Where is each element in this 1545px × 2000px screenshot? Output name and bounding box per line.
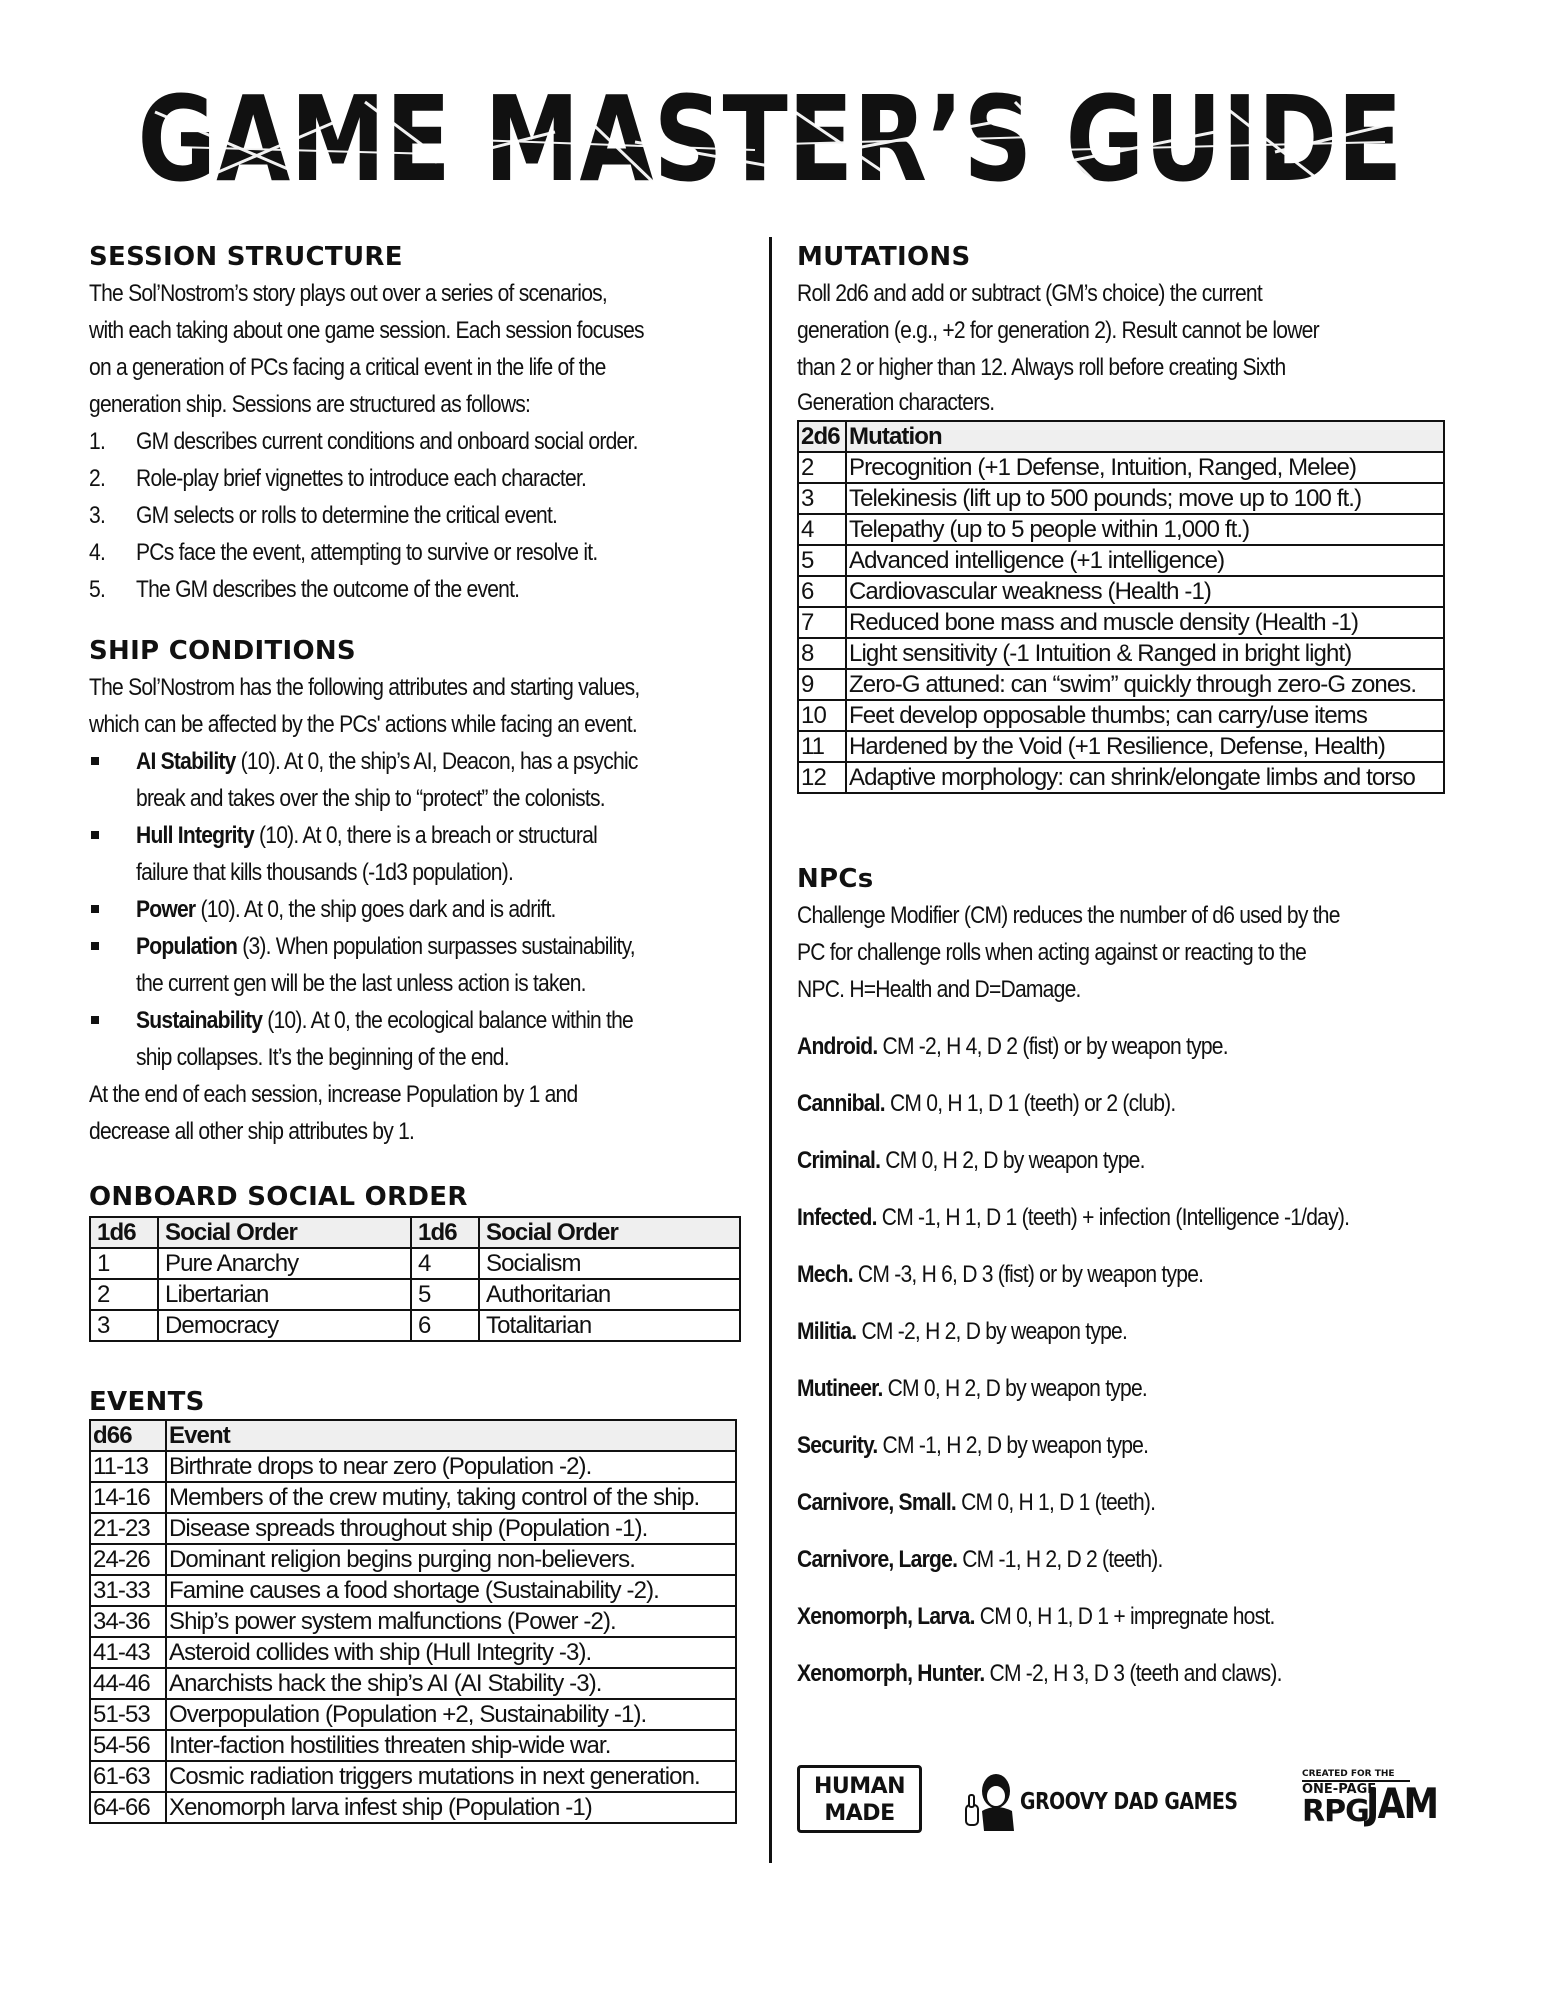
column-header: 1d6	[411, 1217, 479, 1248]
attribute-text: break and takes over the ship to “protect” the colonists.	[136, 785, 605, 812]
table-cell: 2	[798, 452, 846, 483]
table-cell: Cosmic radiation triggers mutations in next generation.	[166, 1761, 736, 1792]
npc-name: Infected.	[797, 1204, 877, 1231]
mutations-table	[797, 420, 1445, 794]
npc-stats: CM 0, H 1, D 1 + impregnate host.	[974, 1603, 1275, 1630]
table-cell: 44-46	[90, 1668, 166, 1699]
table-row	[90, 1310, 740, 1341]
table-cell: Ship’s power system malfunctions (Power -2).	[166, 1606, 736, 1637]
table-cell: Zero-G attuned: can “swim” quickly through zero-G zones.	[846, 669, 1444, 700]
table-cell: 41-43	[90, 1637, 166, 1668]
list-item-sustainability	[89, 1002, 741, 1076]
attribute-text: failure that kills thousands (-1d3 population).	[136, 859, 514, 886]
list-item-ai-stability	[89, 743, 741, 817]
npc-entry	[797, 1256, 1447, 1293]
paragraph-line: generation (e.g., +2 for generation 2). Result cannot be lower	[797, 317, 1319, 344]
npc-stats: CM -2, H 3, D 3 (teeth and claws).	[984, 1660, 1282, 1687]
table-cell: Telepathy (up to 5 people within 1,000 ft.)	[846, 514, 1444, 545]
mutations-section	[797, 240, 1447, 794]
column-header: 2d6	[798, 421, 846, 452]
table-row	[798, 638, 1444, 669]
npc-name: Carnivore, Small.	[797, 1489, 956, 1516]
table-row	[90, 1792, 736, 1823]
table-row	[798, 669, 1444, 700]
table-cell: Democracy	[158, 1310, 411, 1341]
paragraph-line: NPC. H=Health and D=Damage.	[797, 976, 1081, 1003]
npc-name: Militia.	[797, 1318, 857, 1345]
table-cell: Advanced intelligence (+1 intelligence)	[846, 545, 1444, 576]
paragraph-line: decrease all other ship attributes by 1.	[89, 1118, 415, 1145]
npc-stats: CM -2, H 4, D 2 (fist) or by weapon type.	[877, 1033, 1228, 1060]
npc-name: Mech.	[797, 1261, 853, 1288]
paragraph-line: Generation characters.	[797, 389, 995, 416]
table-cell: Light sensitivity (-1 Intuition & Ranged in bright light)	[846, 638, 1444, 669]
table-cell: Reduced bone mass and muscle density (Health -1)	[846, 607, 1444, 638]
list-item-population	[89, 928, 741, 1002]
npc-name: Security.	[797, 1432, 878, 1459]
table-cell: 14-16	[90, 1482, 166, 1513]
table-cell: Xenomorph larva infest ship (Population -1)	[166, 1792, 736, 1823]
table-cell: 4	[411, 1248, 479, 1279]
attribute-text: ship collapses. It’s the beginning of the end.	[136, 1044, 509, 1071]
npc-entry	[797, 1085, 1447, 1122]
attribute-text: (10). At 0, the ship’s AI, Deacon, has a psychic	[235, 748, 638, 775]
step-text: GM selects or rolls to determine the critical event.	[136, 502, 558, 529]
one-page-rpg-jam-logo	[1302, 1769, 1447, 1839]
paragraph-line: which can be affected by the PCs' actions while facing an event.	[89, 711, 637, 738]
table-cell: Cardiovascular weakness (Health -1)	[846, 576, 1444, 607]
section-heading: ONBOARD SOCIAL ORDER	[89, 1182, 468, 1212]
groovy-dad-mascot-icon	[962, 1771, 1022, 1833]
section-heading: MUTATIONS	[797, 242, 971, 272]
social-order-section	[89, 1180, 741, 1342]
table-cell: 7	[798, 607, 846, 638]
logo-text: HUMAN	[813, 1774, 906, 1799]
attribute-name: Sustainability	[136, 1007, 263, 1034]
table-cell: Libertarian	[158, 1279, 411, 1310]
events-section	[89, 1385, 741, 1824]
column-header: Event	[166, 1420, 736, 1451]
npc-name: Carnivore, Large.	[797, 1546, 958, 1573]
table-header-row	[798, 421, 1444, 452]
table-row	[90, 1279, 740, 1310]
column-header: d66	[90, 1420, 166, 1451]
npc-name: Xenomorph, Hunter.	[797, 1660, 985, 1687]
npc-stats: CM -1, H 1, D 1 (teeth) + infection (Intelligence -1/day).	[876, 1204, 1350, 1231]
npc-stats: CM 0, H 2, D by weapon type.	[882, 1375, 1148, 1402]
table-cell: 5	[798, 545, 846, 576]
table-row	[90, 1451, 736, 1482]
table-cell: 31-33	[90, 1575, 166, 1606]
table-row	[90, 1606, 736, 1637]
table-cell: 10	[798, 700, 846, 731]
npc-stats: CM 0, H 1, D 1 (teeth).	[955, 1489, 1156, 1516]
table-row	[798, 514, 1444, 545]
table-cell: 3	[798, 483, 846, 514]
npc-stats: CM -2, H 2, D by weapon type.	[856, 1318, 1128, 1345]
ship-attributes-list	[89, 743, 741, 1076]
paragraph-line: generation ship. Sessions are structured as follows:	[89, 391, 531, 418]
table-cell: Precognition (+1 Defense, Intuition, Ranged, Melee)	[846, 452, 1444, 483]
step-text: PCs face the event, attempting to survive or resolve it.	[136, 539, 598, 566]
logo-text: MADE	[824, 1801, 895, 1826]
paragraph-line: Roll 2d6 and add or subtract (GM’s choice) the current	[797, 280, 1262, 307]
table-cell: 12	[798, 762, 846, 793]
session-steps-list	[89, 423, 741, 608]
attribute-name: Hull Integrity	[136, 822, 254, 849]
human-made-logo	[797, 1765, 922, 1833]
ship-conditions-section	[89, 634, 741, 1150]
section-heading: SHIP CONDITIONS	[89, 636, 356, 666]
table-cell: 51-53	[90, 1699, 166, 1730]
paragraph-line: PC for challenge rolls when acting against or reacting to the	[797, 939, 1307, 966]
attribute-name: Power	[136, 896, 196, 923]
npc-entry	[797, 1370, 1447, 1407]
paragraph-line: Challenge Modifier (CM) reduces the number of d6 used by the	[797, 902, 1340, 929]
bullet-square-icon	[91, 1016, 99, 1024]
attribute-text: (3). When population surpasses sustainability,	[237, 933, 635, 960]
table-cell: Dominant religion begins purging non-believers.	[166, 1544, 736, 1575]
npc-entry	[797, 1028, 1447, 1065]
table-cell: 21-23	[90, 1513, 166, 1544]
npc-stats: CM -1, H 2, D 2 (teeth).	[957, 1546, 1163, 1573]
npc-entry	[797, 1655, 1447, 1692]
table-cell: Overpopulation (Population +2, Sustainability -1).	[166, 1699, 736, 1730]
attribute-text: the current gen will be the last unless action is taken.	[136, 970, 586, 997]
table-cell: 54-56	[90, 1730, 166, 1761]
npc-stats: CM -1, H 2, D by weapon type.	[877, 1432, 1149, 1459]
npc-entry	[797, 1313, 1447, 1350]
table-cell: Members of the crew mutiny, taking control of the ship.	[166, 1482, 736, 1513]
table-row	[798, 452, 1444, 483]
table-cell: 11-13	[90, 1451, 166, 1482]
social-order-table	[89, 1216, 741, 1342]
logo-text: RPG	[1302, 1794, 1369, 1829]
table-row	[90, 1699, 736, 1730]
npc-list	[797, 1028, 1447, 1692]
logo-text: JAM	[1366, 1779, 1438, 1828]
attribute-name: AI Stability	[136, 748, 236, 775]
list-item	[89, 571, 741, 608]
table-cell: 4	[798, 514, 846, 545]
step-number: 1.	[89, 428, 106, 455]
npc-stats: CM 0, H 2, D by weapon type.	[880, 1147, 1145, 1174]
list-item	[89, 497, 741, 534]
table-row	[90, 1513, 736, 1544]
table-cell: 6	[411, 1310, 479, 1341]
logo-text: ONE-PAGE	[1302, 1782, 1377, 1797]
paragraph-line: than 2 or higher than 12. Always roll before creating Sixth	[797, 354, 1286, 381]
column-header: 1d6	[90, 1217, 158, 1248]
step-number: 2.	[89, 465, 106, 492]
table-row	[90, 1668, 736, 1699]
list-item-hull-integrity	[89, 817, 741, 891]
bullet-square-icon	[91, 831, 99, 839]
table-cell: 34-36	[90, 1606, 166, 1637]
table-cell: Authoritarian	[479, 1279, 740, 1310]
table-row	[798, 607, 1444, 638]
table-row	[798, 731, 1444, 762]
paragraph-line: The Sol’Nostrom’s story plays out over a series of scenarios,	[89, 280, 608, 307]
table-row	[90, 1637, 736, 1668]
column-header: Social Order	[158, 1217, 411, 1248]
column-header: Mutation	[846, 421, 1444, 452]
table-cell: Totalitarian	[479, 1310, 740, 1341]
paragraph-line: The Sol’Nostrom has the following attributes and starting values,	[89, 674, 640, 701]
page-title: GAME MASTER’S GUIDE	[137, 70, 1403, 208]
table-row	[798, 576, 1444, 607]
paragraph-line: on a generation of PCs facing a critical event in the life of the	[89, 354, 606, 381]
table-cell: 1	[90, 1248, 158, 1279]
section-heading: SESSION STRUCTURE	[89, 242, 403, 272]
logo-text: CREATED FOR THE	[1302, 1769, 1410, 1782]
table-row	[90, 1761, 736, 1792]
step-text: Role-play brief vignettes to introduce each character.	[136, 465, 587, 492]
npc-stats: CM -3, H 6, D 3 (fist) or by weapon type.	[852, 1261, 1204, 1288]
npc-name: Mutineer.	[797, 1375, 883, 1402]
table-cell: Adaptive morphology: can shrink/elongate limbs and torso	[846, 762, 1444, 793]
bullet-square-icon	[91, 757, 99, 765]
step-number: 5.	[89, 576, 106, 603]
attribute-text: (10). At 0, the ecological balance within the	[262, 1007, 633, 1034]
table-cell: 11	[798, 731, 846, 762]
table-cell: 5	[411, 1279, 479, 1310]
table-row	[90, 1730, 736, 1761]
npc-name: Criminal.	[797, 1147, 881, 1174]
paragraph-line: At the end of each session, increase Population by 1 and	[89, 1081, 578, 1108]
table-cell: 6	[798, 576, 846, 607]
paragraph-line: with each taking about one game session. Each session focuses	[89, 317, 644, 344]
npc-stats: CM 0, H 1, D 1 (teeth) or 2 (club).	[884, 1090, 1176, 1117]
table-cell: Socialism	[479, 1248, 740, 1279]
npc-entry	[797, 1142, 1447, 1179]
table-cell: Anarchists hack the ship’s AI (AI Stability -3).	[166, 1668, 736, 1699]
step-number: 3.	[89, 502, 106, 529]
bullet-square-icon	[91, 942, 99, 950]
table-cell: Inter-faction hostilities threaten ship-wide war.	[166, 1730, 736, 1761]
column-divider	[769, 237, 772, 1863]
section-heading: NPCs	[797, 864, 874, 894]
table-cell: Pure Anarchy	[158, 1248, 411, 1279]
logo-text: GROOVY DAD GAMES	[1020, 1789, 1238, 1815]
table-cell: Telekinesis (lift up to 500 pounds; move up to 100 ft.)	[846, 483, 1444, 514]
section-heading: EVENTS	[89, 1387, 205, 1417]
list-item	[89, 423, 741, 460]
npc-entry	[797, 1199, 1447, 1236]
table-row	[90, 1575, 736, 1606]
list-item-power	[89, 891, 741, 928]
column-header: Social Order	[479, 1217, 740, 1248]
list-item	[89, 534, 741, 571]
table-cell: 8	[798, 638, 846, 669]
title-logotype	[135, 70, 1405, 208]
list-item	[89, 460, 741, 497]
session-structure-section	[89, 240, 741, 608]
table-header-row	[90, 1420, 736, 1451]
table-cell: Asteroid collides with ship (Hull Integrity -3).	[166, 1637, 736, 1668]
step-number: 4.	[89, 539, 106, 566]
attribute-text: (10). At 0, the ship goes dark and is adrift.	[195, 896, 556, 923]
npc-entry	[797, 1541, 1447, 1578]
table-header-row	[90, 1217, 740, 1248]
table-row	[90, 1482, 736, 1513]
table-cell: 61-63	[90, 1761, 166, 1792]
attribute-text: (10). At 0, there is a breach or structural	[253, 822, 597, 849]
footer-logos	[797, 1765, 1447, 1845]
bullet-square-icon	[91, 905, 99, 913]
npcs-section	[797, 862, 1447, 1712]
table-cell: 3	[90, 1310, 158, 1341]
step-text: GM describes current conditions and onboard social order.	[136, 428, 638, 455]
table-cell: Feet develop opposable thumbs; can carry/use items	[846, 700, 1444, 731]
table-cell: Birthrate drops to near zero (Population -2).	[166, 1451, 736, 1482]
table-row	[798, 762, 1444, 793]
table-row	[90, 1248, 740, 1279]
npc-name: Xenomorph, Larva.	[797, 1603, 975, 1630]
npc-name: Cannibal.	[797, 1090, 885, 1117]
table-cell: Disease spreads throughout ship (Population -1).	[166, 1513, 736, 1544]
table-cell: 2	[90, 1279, 158, 1310]
events-table-body	[90, 1451, 736, 1823]
table-row	[798, 545, 1444, 576]
table-cell: 64-66	[90, 1792, 166, 1823]
table-cell: Hardened by the Void (+1 Resilience, Defense, Health)	[846, 731, 1444, 762]
attribute-name: Population	[136, 933, 238, 960]
npc-name: Android.	[797, 1033, 878, 1060]
table-row	[90, 1544, 736, 1575]
table-cell: 9	[798, 669, 846, 700]
page-title-banner	[135, 70, 1405, 208]
table-cell: Famine causes a food shortage (Sustainability -2).	[166, 1575, 736, 1606]
mutations-table-body	[798, 452, 1444, 793]
events-table	[89, 1419, 737, 1824]
npc-entry	[797, 1598, 1447, 1635]
table-row	[798, 483, 1444, 514]
npc-entry	[797, 1484, 1447, 1521]
groovy-dad-games-logo	[962, 1771, 1262, 1835]
table-row	[798, 700, 1444, 731]
npc-entry	[797, 1427, 1447, 1464]
step-text: The GM describes the outcome of the event.	[136, 576, 520, 603]
table-cell: 24-26	[90, 1544, 166, 1575]
